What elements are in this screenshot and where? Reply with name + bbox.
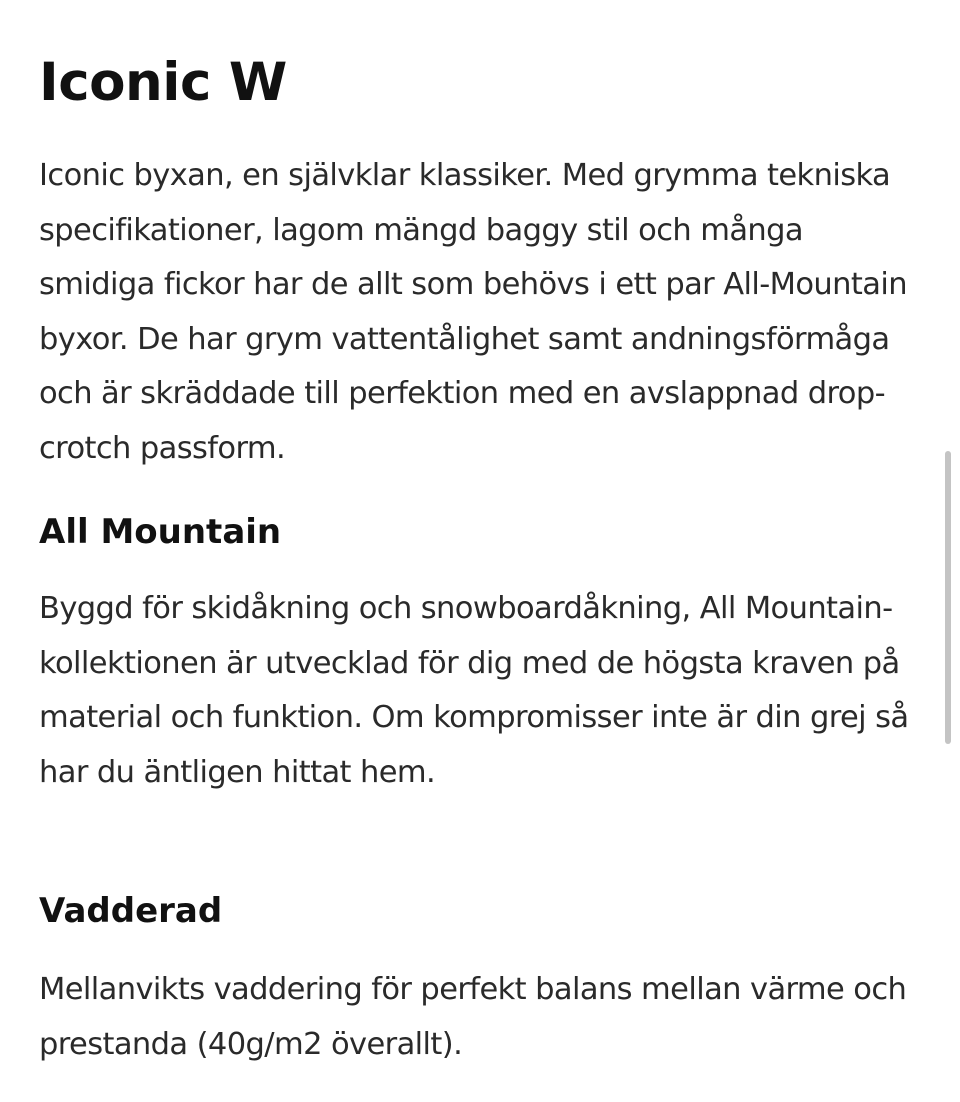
section-heading-all-mountain: All Mountain — [39, 512, 282, 552]
scrollbar[interactable] — [945, 451, 951, 744]
page-title: Iconic W — [39, 52, 287, 113]
intro-paragraph: Iconic byxan, en självklar klassiker. Med grymma tekniska specifikationer, lagom mängd baggy stil och många smidiga fickor har de allt som behövs i ett par All-Mountain byxor. De har grym vattentålighet samt andningsförmåga och är skräddade till perfektion med en avslappnad drop-crotch passform. — [39, 158, 907, 466]
section-body-vadderad: Mellanvikts vaddering för perfekt balans mellan värme och prestanda (40g/m2 överallt). — [39, 972, 907, 1062]
section-body-all-mountain: Byggd för skidåkning och snowboardåkning, All Mountain-kollektionen är utvecklad för dig med de högsta kraven på material och funktion. Om kompromisser inte är din grej så har du äntligen hittat hem. — [39, 591, 909, 790]
section-heading-vadderad: Vadderad — [39, 891, 223, 931]
